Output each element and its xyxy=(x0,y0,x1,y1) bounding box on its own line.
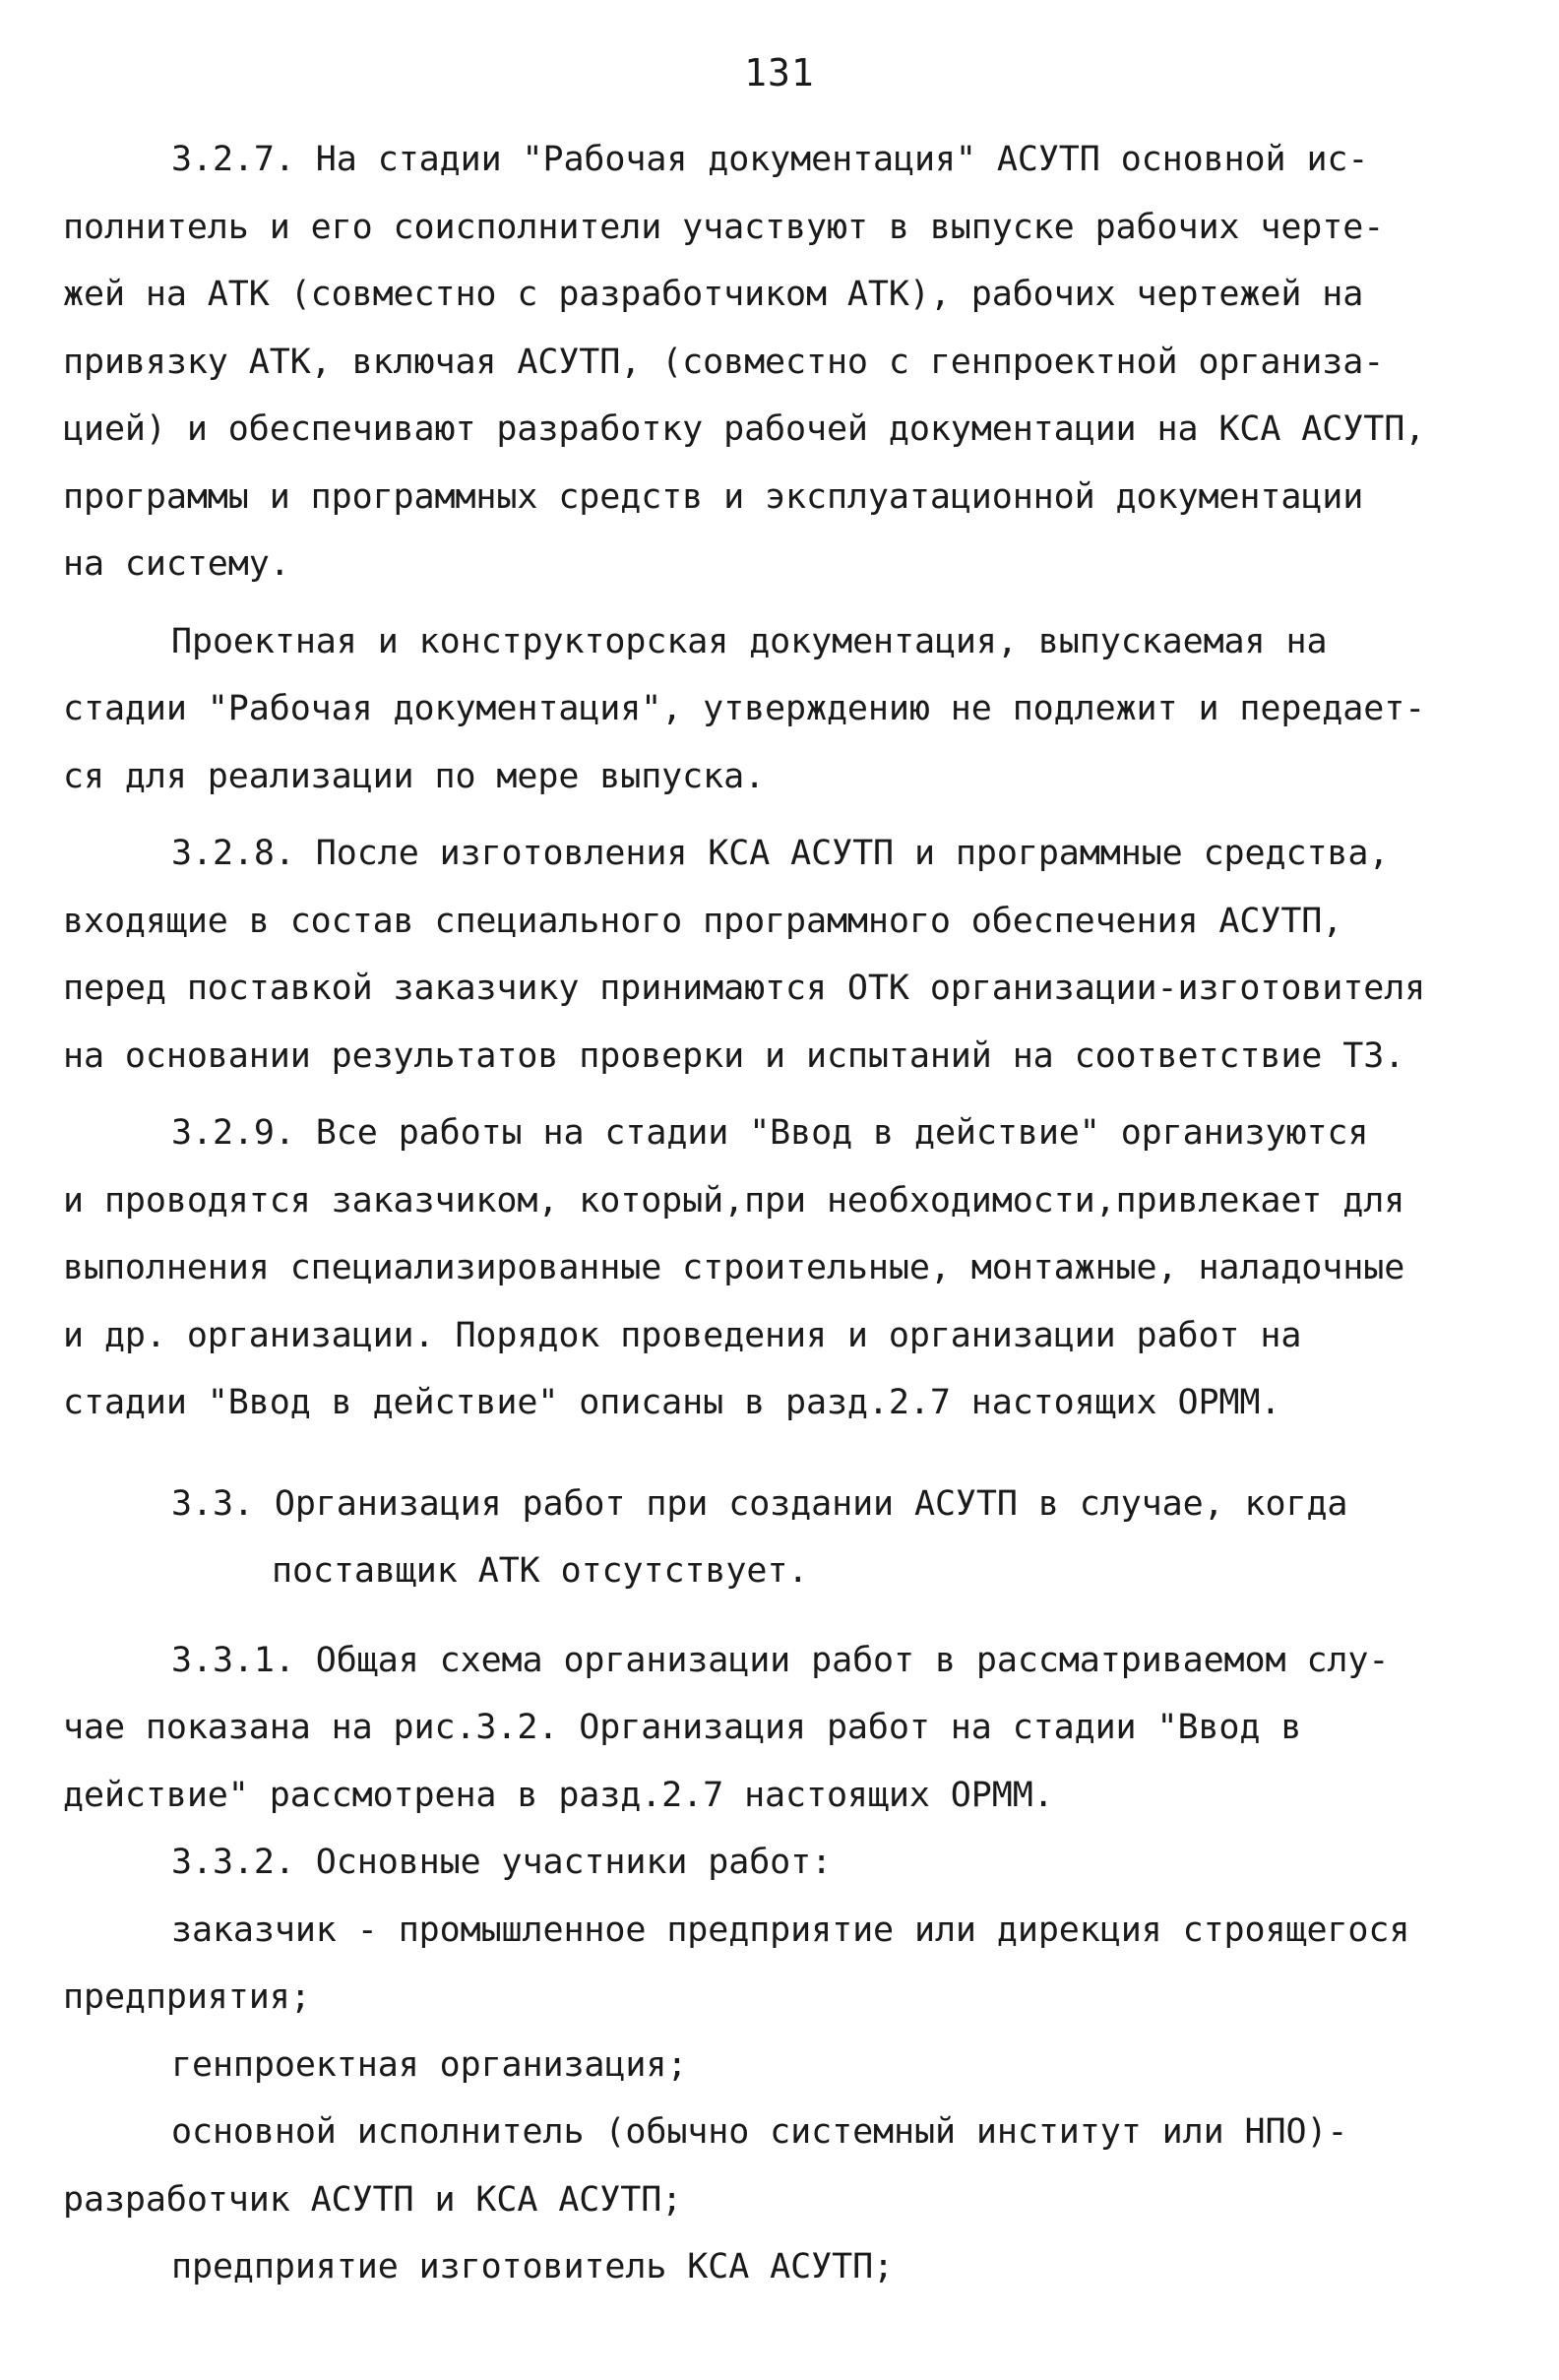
paragraph-project-documentation xyxy=(63,608,1480,811)
participants-list xyxy=(63,1897,1480,2301)
list-item xyxy=(63,1897,1480,2032)
text-line: предприятие изготовитель КСА АСУТП; xyxy=(171,2247,895,2286)
text-line: 3.2.8. После изготовления КСА АСУТП и программные средства, xyxy=(171,834,1390,873)
text-line: 3.3.1. Общая схема организации работ в рассматриваемом слу- xyxy=(171,1640,1390,1680)
text-line: стадии "Ввод в действие" описаны в разд.2.7 настоящих ОРММ. xyxy=(63,1383,1281,1422)
list-item xyxy=(63,2098,1480,2233)
text-line: предприятия; xyxy=(63,1977,311,2017)
paragraph-3-3-1 xyxy=(63,1627,1480,1830)
paragraph-3-2-7 xyxy=(63,126,1480,598)
text-line: выполнения специализированные строительные, монтажные, наладочные xyxy=(63,1248,1405,1287)
text-line: и проводятся заказчиком, который,при необходимости,привлекает для xyxy=(63,1180,1405,1221)
text-line: основной исполнитель (обычно системный институт или НПО)- xyxy=(171,2112,1348,2152)
document-body xyxy=(63,126,1480,2301)
list-item xyxy=(63,2032,1480,2099)
text-line: заказчик - промышленное предприятие или дирекция строящегося xyxy=(171,1910,1410,1950)
text-line: 3.2.9. Все работы на стадии "Ввод в действие" организуются xyxy=(171,1113,1369,1153)
text-line: на систему. xyxy=(63,544,290,584)
text-line: привязку АТК, включая АСУТП, (совместно с генпроектной организа- xyxy=(63,342,1385,382)
text-line: разработчик АСУТП и КСА АСУТП; xyxy=(63,2179,683,2220)
text-line: жей на АТК (совместно с разработчиком АТК), рабочих чертежей на xyxy=(63,275,1364,314)
text-line: ся для реализации по мере выпуска. xyxy=(63,756,766,796)
list-item xyxy=(63,2233,1480,2301)
heading-line: 3.3. Организация работ при создании АСУТП в случае, когда xyxy=(171,1483,1348,1524)
paragraph-3-2-8 xyxy=(63,820,1480,1090)
text-line: полнитель и его соисполнители участвуют в выпуске рабочих черте- xyxy=(63,207,1385,247)
text-line: 3.2.7. На стадии "Рабочая документация" АСУТП основной ис- xyxy=(171,140,1369,179)
text-line: программы и программных средств и эксплуатационной документации xyxy=(63,476,1364,517)
text-line: Проектная и конструкторская документация, выпускаемая на xyxy=(171,621,1328,661)
heading-line: поставщик АТК отсутствует. xyxy=(272,1551,809,1591)
text-line: входящие в состав специального программного обеспечения АСУТП, xyxy=(63,901,1343,941)
text-line: стадии "Рабочая документация", утверждению не подлежит и передает- xyxy=(63,689,1426,728)
section-heading-3-3 xyxy=(63,1471,1480,1605)
text-line: и др. организации. Порядок проведения и организации работ на xyxy=(63,1315,1302,1355)
text-line: действие" рассмотрена в разд.2.7 настоящих ОРММ. xyxy=(63,1775,1054,1815)
text-line: перед поставкой заказчику принимаются ОТК организации-изготовителя xyxy=(63,969,1426,1008)
text-line: генпроектная организация; xyxy=(171,2044,688,2085)
page-number: 131 xyxy=(744,51,815,94)
text-line: цией) и обеспечивают разработку рабочей документации на КСА АСУТП, xyxy=(63,409,1426,449)
text-line: на основании результатов проверки и испытаний на соответствие ТЗ. xyxy=(63,1035,1405,1076)
paragraph-3-3-2: 3.3.2. Основные участники работ: xyxy=(171,1843,833,1882)
text-line: чае показана на рис.3.2. Организация работ на стадии "Ввод в xyxy=(63,1708,1302,1747)
paragraph-3-2-9 xyxy=(63,1099,1480,1437)
